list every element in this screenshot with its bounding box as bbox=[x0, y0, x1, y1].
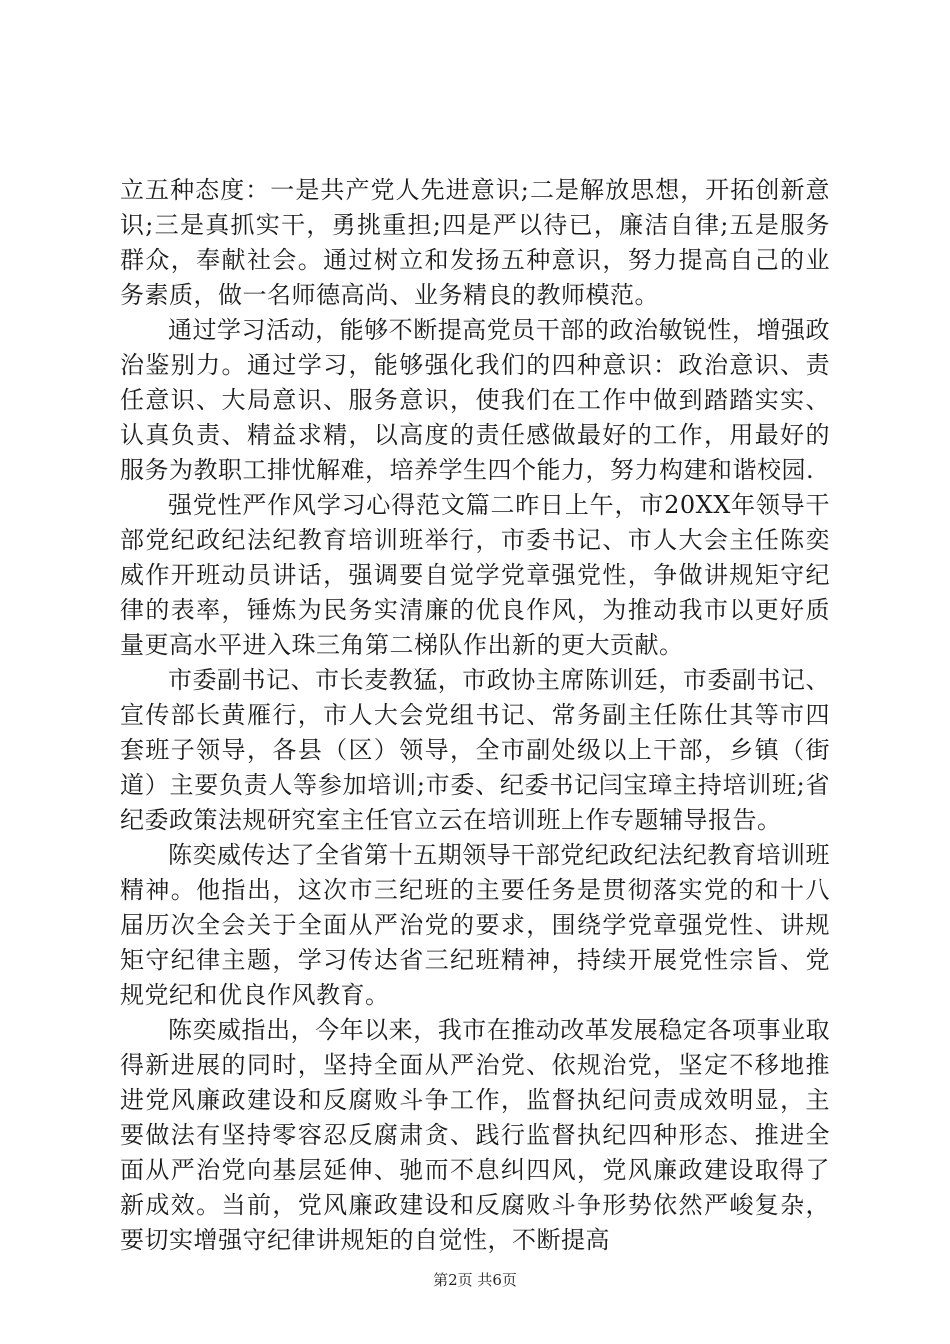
paragraph: 市委副书记、市长麦教猛，市政协主席陈训廷，市委副书记、宣传部长黄雁行，市人大会党组书记、常务副主任陈仕其等市四套班子领导，各县（区）领导，全市副处级以上干部，乡镇（街道）主要负责人等参加培训;市委、纪委书记闫宝璋主持培训班;省纪委政策法规研究室主任官立云在培训班上作专题辅导报告。 bbox=[120, 666, 830, 834]
paragraph: 强党性严作风学习心得范文篇二昨日上午，市20XX年领导干部党纪政纪法纪教育培训班举行，市委书记、市人大会主任陈奕威作开班动员讲话，强调要自觉学党章强党性，争做讲规矩守纪律的表率，锤炼为民务实清廉的优良作风，为推动我市以更好质量更高水平进入珠三角第二梯队作出新的更大贡献。 bbox=[120, 491, 830, 659]
page-number-footer: 第2页 共6页 bbox=[433, 1271, 517, 1289]
paragraph: 陈奕威指出，今年以来，我市在推动改革发展稳定各项事业取得新进展的同时，坚持全面从严治党、依规治党，坚定不移地推进党风廉政建设和反腐败斗争工作，监督执纪问责成效明显，主要做法有坚持零容忍反腐肃贪、践行监督执纪四种形态、推进全面从严治党向基层延伸、驰而不息纠四风，党风廉政建设取得了新成效。当前，党风廉政建设和反腐败斗争形势依然严峻复杂，要切实增强守纪律讲规矩的自觉性，不断提高 bbox=[120, 1016, 830, 1254]
paragraph: 陈奕威传达了全省第十五期领导干部党纪政纪法纪教育培训班精神。他指出，这次市三纪班的主要任务是贯彻落实党的和十八届历次全会关于全面从严治党的要求，围绕学党章强党性、讲规矩守纪律主题，学习传达省三纪班精神，持续开展党性宗旨、党规党纪和优良作风教育。 bbox=[120, 841, 830, 1009]
paragraph-continuation: 立五种态度：一是共产党人先进意识;二是解放思想，开拓创新意识;三是真抓实干，勇挑重担;四是严以待已，廉洁自律;五是服务群众，奉献社会。通过树立和发扬五种意识，努力提高自己的业务素质，做一名师德高尚、业务精良的教师模范。 bbox=[120, 176, 830, 309]
paragraph: 通过学习活动，能够不断提高党员干部的政治敏锐性，增强政治鉴别力。通过学习，能够强化我们的四种意识：政治意识、责任意识、大局意识、服务意识，使我们在工作中做到踏踏实实、认真负责、精益求精，以高度的责任感做最好的工作，用最好的服务为教职工排忧解难，培养学生四个能力，努力构建和谐校园. bbox=[120, 316, 830, 484]
document-body bbox=[120, 173, 830, 1258]
